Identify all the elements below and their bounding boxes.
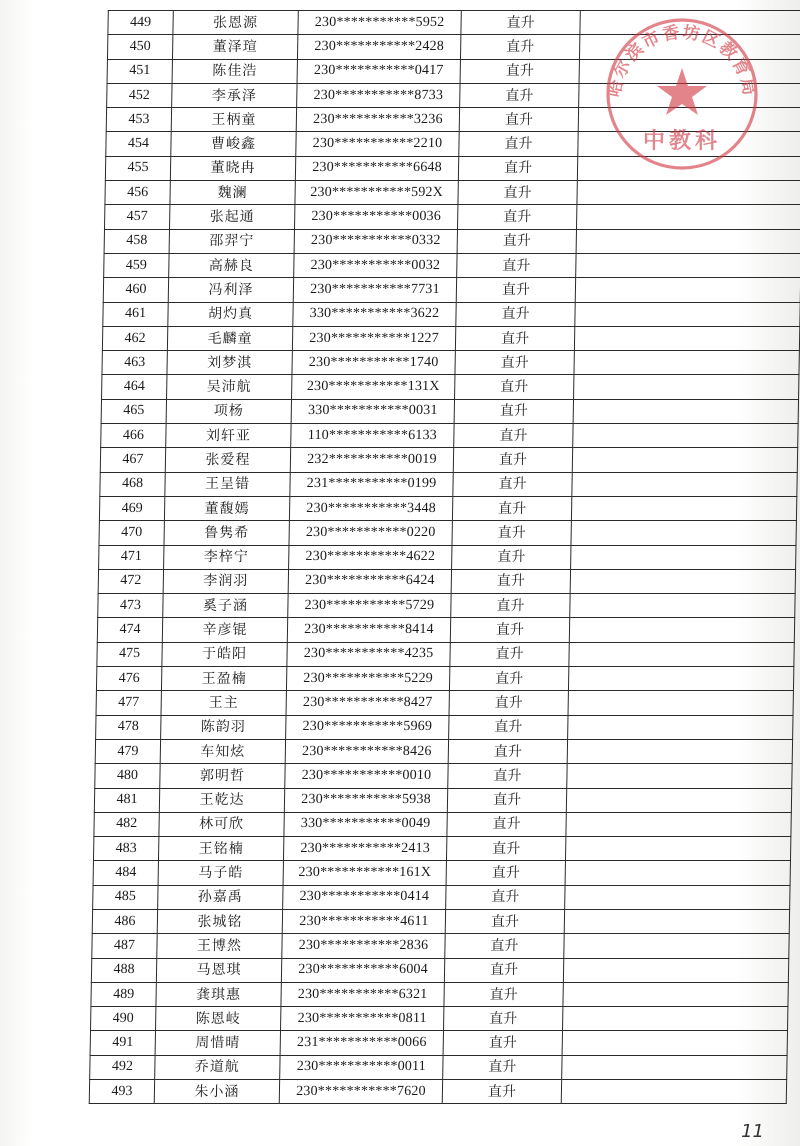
table-row [100, 448, 797, 472]
remarks-cell [579, 83, 800, 107]
row-number: 449 [108, 11, 173, 35]
table-row [96, 691, 793, 715]
table-row [107, 35, 800, 59]
remarks-cell [579, 59, 800, 83]
remarks-cell [566, 812, 791, 836]
remarks-cell [571, 521, 796, 545]
row-number: 450 [107, 35, 172, 59]
id-number: 230***********1740 [292, 351, 455, 375]
table-row [104, 205, 800, 229]
row-number: 464 [102, 375, 167, 399]
id-number: 110***********6133 [291, 424, 454, 448]
table-row [89, 1080, 786, 1104]
student-name: 乔道航 [155, 1055, 280, 1079]
admission-type: 直升 [444, 1007, 563, 1031]
table-row [95, 764, 792, 788]
admission-type: 直升 [442, 1080, 561, 1104]
admission-type: 直升 [453, 472, 572, 496]
id-number: 230***********8427 [286, 691, 449, 715]
row-number: 478 [96, 715, 161, 739]
student-name: 张恩源 [173, 11, 298, 35]
remarks-cell [574, 375, 799, 399]
admission-type: 直升 [445, 909, 564, 933]
student-name: 朱小涵 [154, 1080, 279, 1104]
student-name: 吴沛航 [167, 375, 292, 399]
row-number: 493 [89, 1080, 154, 1104]
remarks-cell [569, 642, 794, 666]
admission-type: 直升 [457, 205, 576, 229]
id-number: 230***********5969 [286, 715, 449, 739]
id-number: 230***********131X [292, 375, 455, 399]
table-row [93, 885, 790, 909]
id-number: 230***********0036 [294, 205, 457, 229]
admission-type: 直升 [458, 181, 577, 205]
admission-type: 直升 [460, 83, 579, 107]
id-number: 230***********161X [283, 861, 446, 885]
admission-type: 直升 [459, 132, 578, 156]
id-number: 230***********0332 [294, 229, 457, 253]
row-number: 459 [104, 253, 169, 277]
remarks-cell [575, 278, 800, 302]
student-name: 王铭楠 [158, 837, 283, 861]
remarks-cell [564, 934, 789, 958]
remarks-cell [566, 788, 791, 812]
table-row [102, 326, 799, 350]
remarks-cell [565, 861, 790, 885]
admission-type: 直升 [455, 375, 574, 399]
student-name: 董晓冉 [170, 156, 295, 180]
admission-type: 直升 [450, 642, 569, 666]
id-number: 230***********4611 [282, 909, 445, 933]
remarks-cell [578, 132, 800, 156]
remarks-cell [570, 594, 795, 618]
page-mark: 11 [741, 1121, 764, 1142]
table-row [98, 569, 795, 593]
student-name: 毛麟童 [167, 326, 292, 350]
table-row [97, 618, 794, 642]
table-row [96, 667, 793, 691]
remarks-cell [568, 691, 793, 715]
id-number: 230***********8733 [297, 83, 460, 107]
student-name: 刘轩亚 [166, 424, 291, 448]
id-number: 330***********3622 [293, 302, 456, 326]
student-name: 高赫良 [169, 253, 294, 277]
row-number: 454 [106, 132, 171, 156]
student-name: 车知炫 [160, 739, 285, 763]
remarks-cell [572, 472, 797, 496]
row-number: 481 [94, 788, 159, 812]
admission-type: 直升 [444, 982, 563, 1006]
id-number: 230***********5952 [298, 11, 461, 35]
admission-type: 直升 [447, 812, 566, 836]
admission-type: 直升 [448, 739, 567, 763]
admission-type: 直升 [460, 59, 579, 83]
student-name: 曹峻鑫 [171, 132, 296, 156]
table-row [98, 594, 795, 618]
student-name: 林可欣 [159, 812, 284, 836]
id-number: 230***********4235 [287, 642, 450, 666]
admission-type: 直升 [455, 326, 574, 350]
table-row [99, 521, 796, 545]
student-name: 王盈楠 [161, 667, 286, 691]
student-name: 陈恩岐 [156, 1007, 281, 1031]
table-row [91, 958, 788, 982]
row-number: 471 [99, 545, 164, 569]
seal-center-text: 中教科 [642, 129, 722, 154]
student-name: 周惜晴 [155, 1031, 280, 1055]
row-number: 483 [93, 837, 158, 861]
row-number: 451 [107, 59, 172, 83]
remarks-cell [574, 326, 799, 350]
table-row [91, 1007, 788, 1031]
admission-type: 直升 [451, 569, 570, 593]
id-number: 230***********0010 [285, 764, 448, 788]
admission-type: 直升 [455, 351, 574, 375]
id-number: 230***********0032 [294, 253, 457, 277]
admission-type: 直升 [450, 618, 569, 642]
id-number: 230***********2836 [282, 934, 445, 958]
row-number: 455 [105, 156, 170, 180]
id-number: 230***********2413 [283, 837, 446, 861]
remarks-cell [568, 715, 793, 739]
table-row [95, 739, 792, 763]
student-name: 董馥嫣 [164, 496, 289, 520]
row-number: 473 [98, 594, 163, 618]
admission-type: 直升 [457, 229, 576, 253]
row-number: 485 [93, 885, 158, 909]
admission-type: 直升 [449, 667, 568, 691]
table-row [94, 812, 791, 836]
table-row [99, 545, 796, 569]
student-name: 陈佳浩 [172, 59, 297, 83]
table-row [103, 302, 800, 326]
id-number: 230***********0011 [280, 1055, 443, 1079]
admission-type: 直升 [448, 764, 567, 788]
table-row [92, 909, 789, 933]
student-name: 王主 [161, 691, 286, 715]
row-number: 472 [98, 569, 163, 593]
remarks-cell [576, 205, 800, 229]
row-number: 484 [93, 861, 158, 885]
row-number: 489 [91, 982, 156, 1006]
row-number: 466 [101, 424, 166, 448]
student-name: 鲁隽希 [164, 521, 289, 545]
remarks-cell [567, 764, 792, 788]
table-row [104, 229, 800, 253]
id-number: 231***********0066 [280, 1031, 443, 1055]
row-number: 482 [94, 812, 159, 836]
student-name: 李承泽 [172, 83, 297, 107]
admission-type: 直升 [449, 715, 568, 739]
remarks-cell [563, 1007, 788, 1031]
student-name: 魏澜 [170, 181, 295, 205]
row-number: 460 [103, 278, 168, 302]
table-row [101, 424, 798, 448]
student-name: 马恩琪 [156, 958, 281, 982]
admission-type: 直升 [446, 837, 565, 861]
roster-sheet [60, 0, 800, 1146]
id-number: 230***********6321 [281, 982, 444, 1006]
row-number: 457 [104, 205, 169, 229]
id-number: 230***********0417 [297, 59, 460, 83]
row-number: 486 [92, 909, 157, 933]
admission-type: 直升 [451, 594, 570, 618]
id-number: 230***********2428 [297, 35, 460, 59]
id-number: 230***********7731 [293, 278, 456, 302]
remarks-cell [572, 448, 797, 472]
row-number: 487 [92, 934, 157, 958]
row-number: 456 [105, 181, 170, 205]
admission-type: 直升 [460, 35, 579, 59]
table-row [102, 375, 799, 399]
admission-type: 直升 [461, 11, 580, 35]
row-number: 491 [90, 1031, 155, 1055]
table-row [92, 934, 789, 958]
remarks-cell [577, 181, 800, 205]
student-name: 张城铭 [157, 909, 282, 933]
row-number: 452 [107, 83, 172, 107]
student-name: 陈韵羽 [161, 715, 286, 739]
row-number: 477 [96, 691, 161, 715]
table-row [106, 108, 800, 132]
student-name: 胡灼真 [168, 302, 293, 326]
admission-type: 直升 [453, 448, 572, 472]
id-number: 230***********7620 [279, 1080, 442, 1104]
table-row [104, 253, 800, 277]
admission-type: 直升 [454, 424, 573, 448]
row-number: 474 [97, 618, 162, 642]
id-number: 230***********6004 [281, 958, 444, 982]
remarks-cell [574, 351, 799, 375]
remarks-cell [562, 1055, 787, 1079]
row-number: 475 [97, 642, 162, 666]
remarks-cell [564, 909, 789, 933]
seal-ring-text: 哈尔滨市香坊区教育局 [604, 22, 760, 99]
id-number: 232***********0019 [290, 448, 453, 472]
row-number: 469 [99, 496, 164, 520]
row-number: 453 [106, 108, 171, 132]
student-name: 王柄童 [171, 108, 296, 132]
student-name: 马子皓 [158, 861, 283, 885]
admission-type: 直升 [449, 691, 568, 715]
table-row [105, 156, 800, 180]
table-row [102, 351, 799, 375]
admission-type: 直升 [456, 278, 575, 302]
table-row [90, 1031, 787, 1055]
row-number: 490 [91, 1007, 156, 1031]
table-row [106, 132, 800, 156]
id-number: 230***********6424 [288, 569, 451, 593]
student-name: 王乾达 [159, 788, 284, 812]
table-row [97, 642, 794, 666]
id-number: 230***********1227 [292, 326, 455, 350]
student-name: 孙嘉禹 [158, 885, 283, 909]
id-number: 230***********5729 [288, 594, 451, 618]
table-row [99, 496, 796, 520]
remarks-cell [568, 667, 793, 691]
roster-body [89, 11, 800, 1104]
remarks-cell [565, 837, 790, 861]
admission-type: 直升 [454, 399, 573, 423]
admission-type: 直升 [446, 885, 565, 909]
row-number: 465 [101, 399, 166, 423]
admission-type: 直升 [445, 934, 564, 958]
student-name: 王博然 [157, 934, 282, 958]
remarks-cell [577, 156, 800, 180]
admission-type: 直升 [452, 496, 571, 520]
id-number: 230***********3236 [296, 108, 459, 132]
table-row [93, 837, 790, 861]
table-row [90, 1055, 787, 1079]
id-number: 230***********8414 [287, 618, 450, 642]
table-row [100, 472, 797, 496]
row-number: 488 [91, 958, 156, 982]
student-name: 董泽瑄 [172, 35, 297, 59]
id-number: 230***********2210 [296, 132, 459, 156]
admission-type: 直升 [457, 253, 576, 277]
id-number: 230***********592X [295, 181, 458, 205]
remarks-cell [579, 35, 800, 59]
row-number: 462 [102, 326, 167, 350]
student-name: 李润羽 [163, 569, 288, 593]
id-number: 230***********5229 [286, 667, 449, 691]
id-number: 330***********0049 [284, 812, 447, 836]
remarks-cell [563, 982, 788, 1006]
id-number: 230***********5938 [284, 788, 447, 812]
student-name: 项杨 [166, 399, 291, 423]
row-number: 458 [104, 229, 169, 253]
student-name: 冯利泽 [168, 278, 293, 302]
admission-type: 直升 [459, 108, 578, 132]
row-number: 476 [96, 667, 161, 691]
remarks-cell [562, 1031, 787, 1055]
table-row [101, 399, 798, 423]
student-name: 王呈错 [165, 472, 290, 496]
admission-type: 直升 [446, 861, 565, 885]
remarks-cell [565, 885, 790, 909]
table-row [91, 982, 788, 1006]
id-number: 230***********3448 [289, 496, 452, 520]
student-name: 邵羿宁 [169, 229, 294, 253]
row-number: 467 [100, 448, 165, 472]
row-number: 492 [90, 1055, 155, 1079]
table-row [105, 181, 800, 205]
admission-type: 直升 [443, 1031, 562, 1055]
remarks-cell [580, 11, 800, 35]
student-name: 奚子涵 [163, 594, 288, 618]
admission-type: 直升 [443, 1055, 562, 1079]
remarks-cell [561, 1080, 786, 1104]
admission-type: 直升 [452, 521, 571, 545]
table-row [108, 11, 800, 35]
remarks-cell [570, 569, 795, 593]
row-number: 470 [99, 521, 164, 545]
student-roster-table [89, 10, 800, 1104]
id-number: 230***********8426 [285, 739, 448, 763]
student-name: 龚琪惠 [156, 982, 281, 1006]
student-name: 李梓宁 [164, 545, 289, 569]
remarks-cell [567, 739, 792, 763]
table-row [96, 715, 793, 739]
id-number: 230***********0414 [283, 885, 446, 909]
admission-type: 直升 [447, 788, 566, 812]
remarks-cell [576, 253, 800, 277]
admission-type: 直升 [456, 302, 575, 326]
admission-type: 直升 [452, 545, 571, 569]
student-name: 辛彦锟 [162, 618, 287, 642]
id-number: 230***********0220 [289, 521, 452, 545]
remarks-cell [571, 496, 796, 520]
id-number: 230***********0811 [281, 1007, 444, 1031]
table-row [103, 278, 800, 302]
row-number: 479 [95, 739, 160, 763]
admission-type: 直升 [458, 156, 577, 180]
row-number: 463 [102, 351, 167, 375]
remarks-cell [569, 618, 794, 642]
table-row [93, 861, 790, 885]
remarks-cell [573, 424, 798, 448]
student-name: 郭明哲 [160, 764, 285, 788]
id-number: 230***********4622 [289, 545, 452, 569]
id-number: 330***********0031 [291, 399, 454, 423]
table-row [107, 59, 800, 83]
id-number: 230***********6648 [295, 156, 458, 180]
student-name: 张爱程 [165, 448, 290, 472]
table-row [107, 83, 800, 107]
row-number: 480 [95, 764, 160, 788]
table-row [94, 788, 791, 812]
id-number: 231***********0199 [290, 472, 453, 496]
row-number: 468 [100, 472, 165, 496]
row-number: 461 [103, 302, 168, 326]
student-name: 于皓阳 [162, 642, 287, 666]
admission-type: 直升 [444, 958, 563, 982]
remarks-cell [575, 302, 800, 326]
remarks-cell [571, 545, 796, 569]
student-name: 张起通 [169, 205, 294, 229]
student-name: 刘梦淇 [167, 351, 292, 375]
remarks-cell [578, 108, 800, 132]
remarks-cell [576, 229, 800, 253]
remarks-cell [573, 399, 798, 423]
remarks-cell [563, 958, 788, 982]
